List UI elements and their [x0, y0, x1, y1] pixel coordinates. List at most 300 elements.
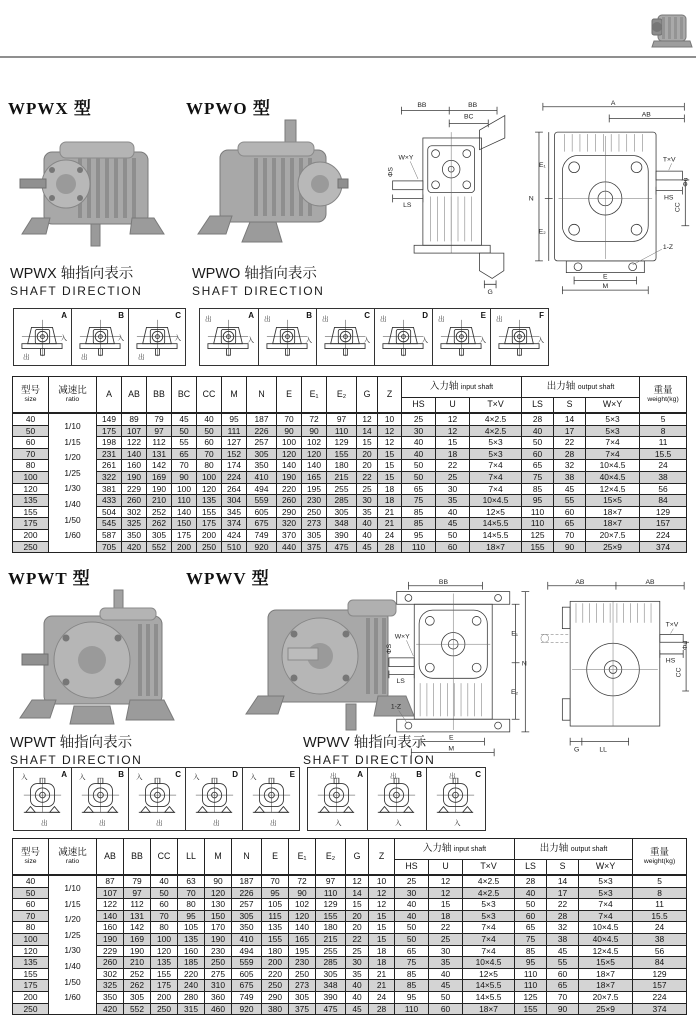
table-cell: 15.5	[633, 910, 687, 922]
table-cell: 155	[151, 968, 178, 980]
table-cell: 273	[289, 980, 316, 992]
table-cell: 305	[327, 506, 357, 518]
wpwt-shaft-direction-subtitle: SHAFT DIRECTION	[10, 753, 143, 767]
table-cell: 28	[369, 1003, 395, 1015]
table-cell: 38	[633, 933, 687, 945]
table-cell: 45	[346, 1003, 369, 1015]
table-cell: 32	[554, 460, 586, 472]
table-cell: 195	[302, 483, 327, 495]
col-header-sub: T×V	[470, 398, 522, 414]
gearbox-outline-icon	[206, 318, 250, 358]
col-header-dim: CC	[151, 839, 178, 876]
output-direction-label: 出	[438, 316, 445, 323]
table-cell: 107	[97, 887, 124, 899]
table-cell: 17	[547, 887, 579, 899]
table-cell: 50	[197, 425, 222, 437]
row-size: 80	[13, 922, 49, 934]
table-row	[13, 957, 687, 969]
table-cell: 110	[522, 506, 554, 518]
table-cell: 160	[97, 922, 124, 934]
table-cell: 14	[554, 413, 586, 425]
wpwt-shaft-direction-strip	[13, 767, 300, 831]
shaft-direction-cell	[14, 768, 71, 830]
table-cell: 255	[327, 483, 357, 495]
table-cell: 105	[178, 922, 205, 934]
table-cell: 102	[289, 899, 316, 911]
ratio-value: 1/40	[64, 960, 81, 971]
svg-text:N: N	[528, 195, 534, 203]
table-cell: 12	[346, 875, 369, 887]
col-header-sub: T×V	[463, 860, 515, 876]
table-cell: 152	[222, 448, 247, 460]
col-header-dim: LL	[178, 839, 205, 876]
table-cell: 35	[429, 957, 463, 969]
table-cell: 250	[197, 541, 222, 553]
svg-text:M: M	[448, 745, 455, 753]
table-cell: 155	[522, 541, 554, 553]
table-cell: 187	[232, 875, 262, 887]
table-cell: 8	[633, 887, 687, 899]
table-cell: 25	[402, 413, 436, 425]
table-cell: 7×4	[463, 922, 515, 934]
table-cell: 150	[205, 910, 232, 922]
col-header-dim: BB	[124, 839, 151, 876]
table-cell: 84	[633, 957, 687, 969]
table-cell: 21	[378, 506, 402, 518]
col-header-dim: AB	[122, 377, 147, 414]
table-cell: 18	[436, 448, 470, 460]
gearbox-outline-icon	[439, 318, 483, 358]
output-direction-label: 出	[81, 354, 88, 361]
col-header-dim: Z	[378, 377, 402, 414]
col-header-sub: S	[547, 860, 579, 876]
header-divider-line	[0, 56, 696, 58]
shaft-direction-cell	[128, 768, 185, 830]
table-cell: 22	[429, 922, 463, 934]
table-cell: 131	[147, 448, 172, 460]
col-header-ratio: 减速比 ratio	[49, 377, 97, 414]
table-cell: 90	[547, 1003, 579, 1015]
svg-text:G: G	[487, 289, 493, 297]
table-row	[13, 483, 687, 495]
table-cell: 20	[346, 910, 369, 922]
row-size: 155	[13, 968, 49, 980]
table-cell: 14	[547, 875, 579, 887]
cell-letter: C	[175, 770, 181, 779]
gearbox-outline-icon	[135, 777, 179, 817]
table-cell: 60	[554, 506, 586, 518]
table-cell: 433	[97, 495, 122, 507]
table-cell: 305	[316, 968, 346, 980]
gearbox-outline-icon	[192, 777, 236, 817]
table-cell: 40	[357, 529, 378, 541]
table-cell: 12×5	[470, 506, 522, 518]
col-header-dim: M	[222, 377, 247, 414]
table-cell: 149	[97, 413, 122, 425]
input-direction-label: 入	[395, 820, 402, 827]
table-cell: 5×3	[586, 425, 640, 437]
table-row	[13, 506, 687, 518]
table-cell: 224	[222, 471, 247, 483]
table-cell: 112	[147, 437, 172, 449]
table-cell: 28	[547, 910, 579, 922]
output-direction-label: 出	[99, 820, 106, 827]
cell-letter: C	[364, 311, 370, 320]
table-cell: 110	[522, 518, 554, 530]
col-group-output-shaft: 出力轴 output shaft	[522, 377, 640, 398]
table-cell: 100	[277, 437, 302, 449]
table-cell: 140	[277, 460, 302, 472]
table-cell: 18	[378, 483, 402, 495]
table-cell: 55	[172, 437, 197, 449]
table-cell: 180	[262, 945, 289, 957]
output-direction-label: 出	[264, 316, 271, 323]
output-direction-label: 出	[138, 354, 145, 361]
ratio-value: 1/10	[64, 421, 81, 431]
table-cell: 142	[147, 460, 172, 472]
svg-text:ΦS: ΦS	[385, 643, 393, 654]
shaft-direction-cell	[242, 768, 299, 830]
svg-text:CC: CC	[675, 667, 683, 678]
output-direction-label: 出	[270, 820, 277, 827]
table-cell: 5×3	[470, 448, 522, 460]
col-group-input-shaft: 入力轴 input shaft	[402, 377, 522, 398]
table-cell: 75	[515, 933, 547, 945]
table-cell: 70	[172, 460, 197, 472]
table-cell: 224	[633, 991, 687, 1003]
table-cell: 14	[357, 425, 378, 437]
table-cell: 12	[369, 899, 395, 911]
table-cell: 370	[277, 529, 302, 541]
svg-text:BB: BB	[438, 578, 449, 586]
table-cell: 65	[515, 922, 547, 934]
table-cell: 15×5	[579, 957, 633, 969]
table-cell: 60	[197, 437, 222, 449]
table-cell: 10×4.5	[470, 495, 522, 507]
table-cell: 290	[262, 991, 289, 1003]
table-cell: 587	[97, 529, 122, 541]
shaft-direction-cell	[426, 768, 485, 830]
table-cell: 130	[205, 899, 232, 911]
cell-letter: D	[232, 770, 238, 779]
table-cell: 175	[151, 980, 178, 992]
table-cell: 360	[205, 991, 232, 1003]
table-cell: 25×9	[586, 541, 640, 553]
svg-text:BB: BB	[417, 101, 427, 109]
col-header-dim: A	[97, 377, 122, 414]
table-cell: 110	[395, 1003, 429, 1015]
table-cell: 494	[232, 945, 262, 957]
wpwt-product-photo	[14, 588, 189, 730]
table-cell: 140	[289, 922, 316, 934]
col-header-weight: 重量 weight(kg)	[640, 377, 687, 414]
col-header-sub: LS	[515, 860, 547, 876]
table-cell: 11	[640, 437, 687, 449]
row-size: 175	[13, 980, 49, 992]
table-cell: 705	[97, 541, 122, 553]
header-thumbnail-photo	[646, 5, 694, 53]
table-cell: 5	[640, 413, 687, 425]
table-cell: 40	[429, 968, 463, 980]
table-cell: 15	[369, 910, 395, 922]
table-cell: 150	[172, 518, 197, 530]
table-cell: 11	[633, 899, 687, 911]
col-header-sub: W×Y	[579, 860, 633, 876]
table-cell: 85	[522, 483, 554, 495]
col-header-dim: N	[232, 839, 262, 876]
table-cell: 22	[554, 437, 586, 449]
wpwo-heading: WPWO 型	[186, 99, 271, 118]
table-cell: 510	[222, 541, 247, 553]
table-row	[13, 518, 687, 530]
table-cell: 80	[178, 899, 205, 911]
output-direction-label: 出	[23, 354, 30, 361]
output-direction-label: 出	[496, 316, 503, 323]
table-cell: 56	[640, 483, 687, 495]
table-cell: 28	[554, 448, 586, 460]
table-cell: 348	[316, 980, 346, 992]
table-cell: 129	[633, 968, 687, 980]
table-cell: 350	[97, 991, 124, 1003]
table-cell: 220	[277, 483, 302, 495]
input-direction-label: 入	[247, 337, 254, 344]
table-cell: 105	[262, 899, 289, 911]
table-cell: 90	[302, 425, 327, 437]
shaft-direction-cell	[374, 309, 432, 365]
col-header-dim: BB	[147, 377, 172, 414]
wpwo-product-photo	[192, 112, 350, 254]
table-cell: 35	[346, 968, 369, 980]
table-cell: 261	[97, 460, 122, 472]
svg-text:LS: LS	[396, 678, 405, 686]
table-cell: 38	[554, 471, 586, 483]
col-header-weight: 重量 weight(kg)	[633, 839, 687, 876]
table-cell: 135	[151, 957, 178, 969]
table-cell: 100	[172, 483, 197, 495]
cell-letter: C	[175, 311, 181, 320]
input-direction-label: 入	[421, 337, 428, 344]
col-header-dim: E	[262, 839, 289, 876]
table-cell: 20×7.5	[586, 529, 640, 541]
svg-text:E: E	[603, 273, 608, 281]
col-header-dim: E	[277, 377, 302, 414]
svg-text:HS: HS	[663, 194, 674, 202]
table-cell: 305	[302, 529, 327, 541]
row-size: 175	[13, 518, 49, 530]
ratio-value: 1/60	[64, 992, 81, 1003]
ratio-value: 1/40	[64, 498, 81, 509]
table-cell: 120	[302, 448, 327, 460]
table-cell: 65	[402, 483, 436, 495]
col-header-sub: HS	[402, 398, 436, 414]
table-cell: 374	[222, 518, 247, 530]
table-cell: 165	[289, 933, 316, 945]
table-cell: 262	[147, 518, 172, 530]
table-cell: 545	[97, 518, 122, 530]
table-row	[13, 471, 687, 483]
col-group-input-shaft: 入力轴 input shaft	[395, 839, 515, 860]
table-cell: 90	[554, 541, 586, 553]
cell-letter: B	[416, 770, 422, 779]
svg-text:1-Z: 1-Z	[662, 244, 674, 252]
cell-letter: B	[118, 311, 124, 320]
table-cell: 120	[289, 910, 316, 922]
table-cell: 220	[178, 968, 205, 980]
table-cell: 226	[247, 425, 277, 437]
table-cell: 30	[402, 425, 436, 437]
input-direction-label: 入	[454, 820, 461, 827]
table-cell: 72	[302, 413, 327, 425]
table-cell: 18×7	[579, 968, 633, 980]
col-group-output-shaft: 出力轴 output shaft	[515, 839, 633, 860]
table-cell: 210	[147, 495, 172, 507]
svg-text:LS: LS	[403, 202, 412, 210]
table-cell: 14×5.5	[463, 980, 515, 992]
table-cell: 17	[554, 425, 586, 437]
cell-letter: A	[61, 770, 67, 779]
table-cell: 112	[124, 899, 151, 911]
table-cell: 85	[515, 945, 547, 957]
table-row	[13, 945, 687, 957]
table-cell: 15×5	[586, 495, 640, 507]
table-cell: 50	[172, 425, 197, 437]
table-cell: 200	[197, 529, 222, 541]
table-cell: 140	[172, 506, 197, 518]
table-cell: 12	[357, 413, 378, 425]
table-cell: 304	[222, 495, 247, 507]
table-cell: 25	[429, 933, 463, 945]
table-cell: 70	[151, 910, 178, 922]
table-cell: 85	[402, 506, 436, 518]
table-row	[13, 460, 687, 472]
col-header-sub: U	[429, 860, 463, 876]
table-cell: 129	[327, 437, 357, 449]
table-cell: 160	[178, 945, 205, 957]
table-cell: 24	[378, 529, 402, 541]
row-size: 40	[13, 875, 49, 887]
table-cell: 20	[346, 922, 369, 934]
table-cell: 20	[357, 448, 378, 460]
table-cell: 110	[515, 968, 547, 980]
svg-text:Φu: Φu	[682, 640, 690, 651]
table-cell: 35	[436, 495, 470, 507]
table-cell: 10×4.5	[586, 460, 640, 472]
shaft-direction-cell	[490, 309, 548, 365]
table-cell: 7×4	[579, 899, 633, 911]
table-cell: 75	[522, 471, 554, 483]
svg-text:AB: AB	[641, 111, 651, 119]
table-cell: 110	[316, 887, 346, 899]
table-cell: 131	[124, 910, 151, 922]
table-cell: 28	[522, 413, 554, 425]
table-cell: 60	[436, 541, 470, 553]
table-cell: 250	[302, 506, 327, 518]
table-cell: 257	[232, 899, 262, 911]
table-cell: 55	[547, 957, 579, 969]
table-cell: 10×4.5	[463, 957, 515, 969]
svg-text:E₁: E₁	[538, 162, 546, 170]
table-cell: 135	[262, 922, 289, 934]
table-cell: 255	[316, 945, 346, 957]
row-size: 120	[13, 483, 49, 495]
table-cell: 155	[327, 448, 357, 460]
table-cell: 229	[122, 483, 147, 495]
input-direction-label: 入	[193, 774, 200, 781]
col-header-dim: M	[205, 839, 232, 876]
table-cell: 410	[232, 933, 262, 945]
cell-letter: D	[422, 311, 428, 320]
col-header-dim: Z	[369, 839, 395, 876]
table-cell: 110	[515, 980, 547, 992]
table-cell: 110	[172, 495, 197, 507]
table-row	[13, 875, 687, 887]
table-cell: 5×3	[470, 437, 522, 449]
svg-text:N: N	[521, 660, 527, 668]
table-cell: 85	[402, 518, 436, 530]
table-cell: 15	[378, 471, 402, 483]
table-cell: 155	[316, 910, 346, 922]
table-row	[13, 991, 687, 1003]
table-row	[13, 980, 687, 992]
wpwv-heading: WPWV 型	[186, 569, 270, 588]
table-cell: 12	[436, 413, 470, 425]
table-cell: 14	[346, 887, 369, 899]
ratio-value: 1/15	[64, 898, 81, 909]
svg-text:AB: AB	[575, 578, 585, 586]
table-cell: 475	[316, 1003, 346, 1015]
table-cell: 552	[147, 541, 172, 553]
table-cell: 40	[522, 425, 554, 437]
table-cell: 14×5.5	[470, 518, 522, 530]
table-cell: 240	[178, 980, 205, 992]
table-cell: 122	[122, 437, 147, 449]
table-cell: 305	[147, 529, 172, 541]
table-cell: 60	[151, 899, 178, 911]
ratio-value: 1/30	[64, 483, 81, 494]
col-header-ratio: 减速比 ratio	[49, 839, 97, 876]
col-header-dim: BC	[172, 377, 197, 414]
table-cell: 70	[547, 991, 579, 1003]
gearbox-outline-icon	[497, 318, 541, 358]
table-cell: 200	[172, 541, 197, 553]
table-cell: 155	[262, 933, 289, 945]
wpwx-shaft-direction-strip	[13, 308, 186, 366]
col-header-dim: E₁	[289, 839, 316, 876]
table-cell: 85	[395, 980, 429, 992]
input-direction-label: 入	[136, 774, 143, 781]
table-cell: 120	[151, 945, 178, 957]
row-size: 135	[13, 957, 49, 969]
table-cell: 380	[262, 1003, 289, 1015]
gearbox-outline-icon	[265, 318, 309, 358]
wpwx-shaft-direction-block	[10, 262, 142, 298]
table-cell: 50	[395, 922, 429, 934]
table-cell: 45	[429, 980, 463, 992]
table-cell: 24	[369, 991, 395, 1003]
svg-text:A: A	[610, 99, 616, 107]
table-cell: 275	[205, 968, 232, 980]
col-header-sub: HS	[395, 860, 429, 876]
table-cell: 102	[302, 437, 327, 449]
table-cell: 15	[378, 448, 402, 460]
table-cell: 127	[222, 437, 247, 449]
table-cell: 38	[547, 933, 579, 945]
svg-text:E₂: E₂	[511, 688, 519, 696]
ratio-value: 1/10	[64, 883, 81, 893]
table-cell: 40	[436, 506, 470, 518]
table-cell: 30	[395, 887, 429, 899]
input-direction-label: 入	[79, 774, 86, 781]
